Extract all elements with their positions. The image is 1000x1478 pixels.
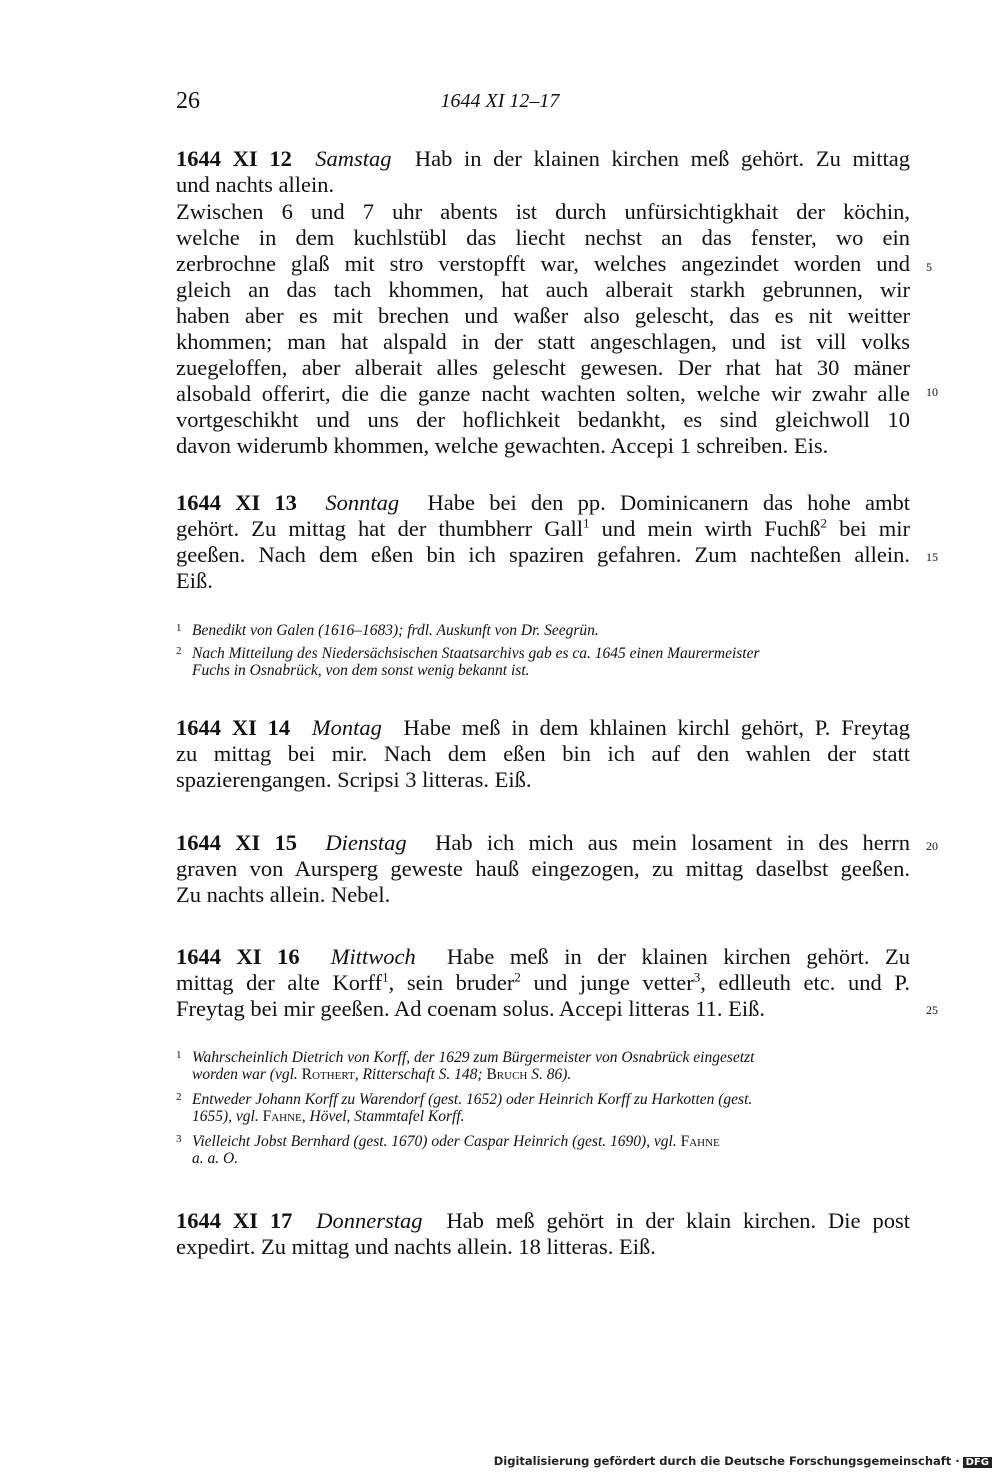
text-line: expedirt. Zu mittag und nachts allein. 18 litteras. Eiß.: [176, 1234, 656, 1259]
running-title: 1644 XI 12–17: [440, 90, 560, 112]
footnote: [176, 618, 926, 641]
entry-date: 1644 XI 14: [176, 715, 291, 740]
entry-date: 1644 XI 12: [176, 146, 292, 171]
footnote-ref: 1: [382, 969, 389, 985]
entry-weekday: Sonntag: [325, 490, 400, 515]
footnote-ref: 1: [583, 515, 590, 531]
text-line: Eiß.: [176, 568, 213, 593]
footnote-ref: 2: [514, 969, 521, 985]
author-name: Rothert: [301, 1066, 355, 1083]
footnote-mark: 1: [176, 622, 182, 634]
entry-text: Habe meß in der klainen kirchen gehört. Zu: [446, 944, 911, 969]
footnote-mark: 2: [176, 1091, 182, 1103]
text-span: mittag der alte Korff: [176, 970, 383, 995]
text-line: zu mittag bei mir. Nach dem eßen bin ich auf den wahlen der statt: [176, 741, 910, 766]
entry-1644-xi-13: [176, 490, 910, 516]
text-line: gleich an das tach khommen, hat auch alberait starkh gebrunnen, wir: [176, 277, 910, 302]
text-line: spazierengangen. Scripsi 3 litteras. Eiß.: [176, 767, 532, 792]
author-name: Fahne: [680, 1133, 720, 1150]
footnote-continuation: [176, 1149, 926, 1169]
entry-date: 1644 XI 17: [176, 1208, 293, 1233]
entry-1644-xi-16: [176, 944, 910, 970]
author-name: Fahne: [262, 1108, 302, 1125]
entry-text: Hab ich mich aus mein losament in des herrn: [435, 830, 911, 855]
footnote-text: S. 86).: [531, 1066, 572, 1083]
footnote-text: Wahrscheinlich Dietrich von Korff, der 1629 zum Bürgermeister von Osnabrück eingesetzt: [192, 1049, 755, 1066]
text-line: [176, 970, 910, 996]
entry-1644-xi-17: [176, 1208, 910, 1234]
entry-text: Habe bei den pp. Dominicanern das hohe ambt: [427, 490, 911, 515]
text-line: vortgeschikht und uns der hoflichkeit bedankht, es sind gleichwoll 10: [176, 407, 910, 432]
footnote-mark: 3: [176, 1133, 182, 1145]
line-number: 10: [926, 385, 938, 399]
entry-1644-xi-12: [176, 146, 910, 172]
footnote-text: Nach Mitteilung des Niedersächsischen Staatsarchivs gab es ca. 1645 einen Maurermeister: [192, 645, 760, 662]
text-line: graven von Aursperg geweste hauß eingezogen, zu mittag daselbst geeßen.: [176, 856, 910, 881]
footnote-ref: 2: [820, 515, 828, 531]
line-number: 25: [926, 1003, 938, 1017]
entry-date: 1644 XI 16: [176, 944, 300, 969]
text-line: welche in dem kuchlstübl das liecht nechst an das fenster, wo ein: [176, 225, 910, 250]
text-line: geeßen. Nach dem eßen bin ich spaziren gefahren. Zum nachteßen allein.: [176, 542, 910, 567]
entry-weekday: Mittwoch: [330, 944, 416, 969]
footnote-text: , Hövel, Stammtafel Korff.: [301, 1108, 465, 1125]
text-line: davon widerumb khommen, welche gewachten. Accepi 1 schreiben. Eis.: [176, 433, 829, 458]
footnote-text: , Ritterschaft S. 148;: [354, 1066, 483, 1083]
footnote-continuation: [176, 661, 926, 681]
text-line: haben aber es mit brechen und waßer also gelescht, das es nit weitter: [176, 303, 910, 328]
text-span: und junge vetter: [520, 970, 694, 995]
text-span: gehört. Zu mittag hat der thumbherr Gall: [176, 516, 584, 541]
line-number: 5: [926, 260, 932, 274]
footer-text: Digitalisierung gefördert durch die Deutsche Forschungsgemeinschaft ·: [493, 1454, 960, 1468]
entry-weekday: Dienstag: [325, 830, 407, 855]
text-span: , edlleuth etc. und P.: [700, 970, 910, 995]
text-line: alsobald offerirt, die die ganze nacht wachten solten, welche wir zwahr alle: [176, 381, 910, 406]
dfg-logo: DFG: [963, 1457, 992, 1468]
line-number: 20: [926, 839, 938, 853]
entry-text: Habe meß in dem khlainen kirchl gehört, P. Freytag: [403, 715, 910, 740]
footnote-text: 1655), vgl.: [192, 1108, 259, 1125]
entry-text: Hab meß gehört in der klain kirchen. Die post: [446, 1208, 911, 1233]
author-name: Bruch: [486, 1066, 528, 1083]
entry-weekday: Donnerstag: [316, 1208, 423, 1233]
entry-weekday: Samstag: [315, 146, 392, 171]
footnote-ref: 3: [693, 969, 701, 985]
text-span: und mein wirth Fuchß: [601, 516, 821, 541]
footnote-text: Fuchs in Osnabrück, von dem sonst wenig bekannt ist.: [192, 662, 530, 679]
footnote-continuation: [176, 1065, 926, 1085]
text-line: Zwischen 6 und 7 uhr abents ist durch unfürsichtigkhait der köchin,: [176, 199, 910, 224]
entry-weekday: Montag: [311, 715, 382, 740]
entry-1644-xi-14: [176, 715, 910, 741]
text-line: [176, 516, 910, 542]
page-number: 26: [176, 88, 200, 114]
footnote-text: Entweder Johann Korff zu Warendorf (gest. 1652) oder Heinrich Korff zu Harkotten (gest.: [192, 1091, 753, 1108]
entry-text: Hab in der klainen kirchen meß gehört. Zu mittag: [414, 146, 910, 171]
text-line: und nachts allein.: [176, 172, 335, 197]
footnote-continuation: [176, 1107, 926, 1127]
text-line: zuegeloffen, aber alberait alles gelescht gewesen. Der rhat hat 30 mäner: [176, 355, 910, 380]
footnote-text: Benedikt von Galen (1616–1683); frdl. Auskunft von Dr. Seegrün.: [192, 622, 599, 639]
text-line: khommen; man hat alspald in der statt angeschlagen, und ist vill volks: [176, 329, 910, 354]
footnote-text: a. a. O.: [192, 1150, 239, 1167]
text-span: bei mir: [839, 516, 910, 541]
entry-date: 1644 XI 15: [176, 830, 297, 855]
text-line: zerbrochne glaß mit stro verstopfft war, welches angezindet worden und: [176, 251, 910, 276]
footnote-mark: 2: [176, 645, 182, 657]
text-line: Zu nachts allein. Nebel.: [176, 882, 391, 907]
text-span: , sein bruder: [388, 970, 515, 995]
entry-1644-xi-15: [176, 830, 910, 856]
footnote-text: Vielleicht Jobst Bernhard (gest. 1670) oder Caspar Heinrich (gest. 1690), vgl.: [192, 1133, 677, 1150]
entry-date: 1644 XI 13: [176, 490, 297, 515]
footnote-text: worden war (vgl.: [192, 1066, 298, 1083]
digitization-footer: [494, 1454, 992, 1468]
text-line: Freytag bei mir geeßen. Ad coenam solus. Accepi litteras 11. Eiß.: [176, 996, 766, 1021]
footnote-mark: 1: [176, 1049, 182, 1061]
line-number: 15: [926, 550, 938, 564]
